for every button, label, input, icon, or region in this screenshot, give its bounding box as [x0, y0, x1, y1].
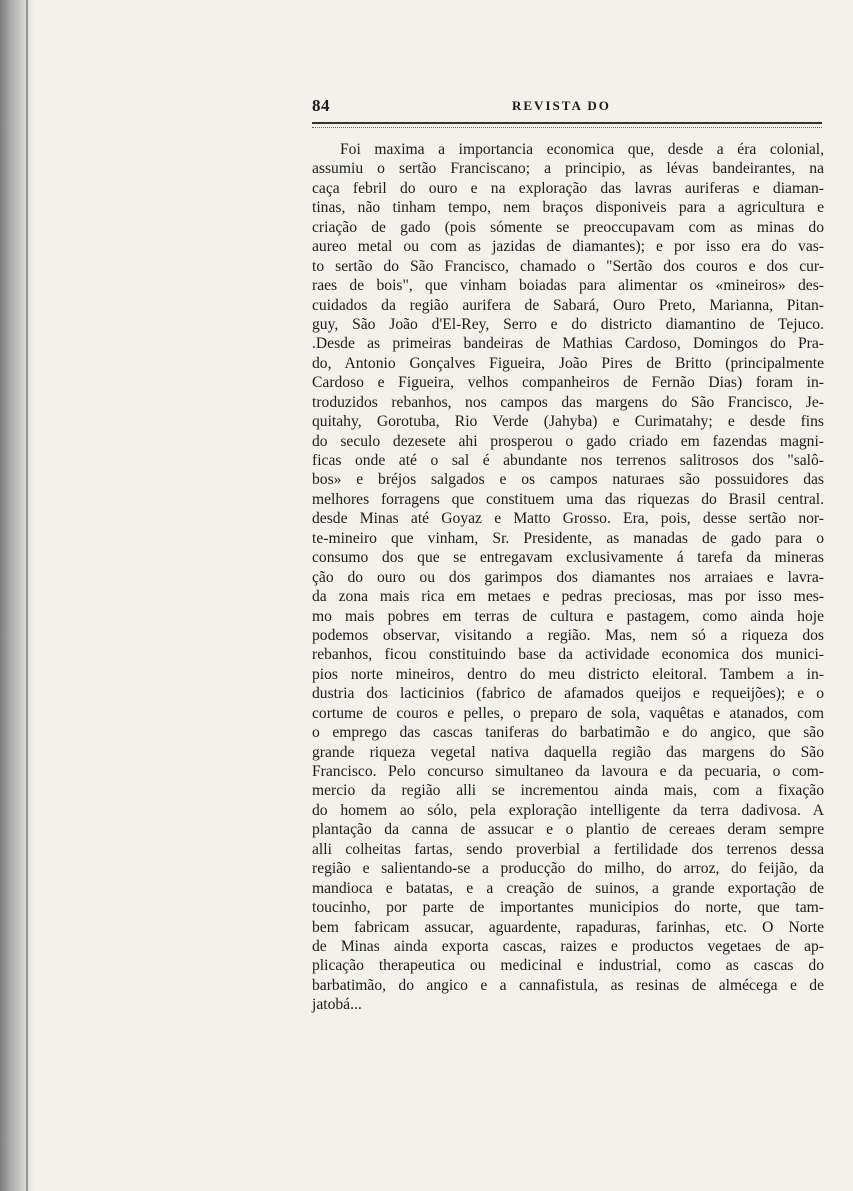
text-line: criação de gado (pois sómente se preoccupavam com as minas do [312, 218, 824, 236]
text-line: cuidados da região aurifera de Sabará, Ouro Preto, Marianna, Pitan- [312, 296, 824, 314]
text-line: barbatimão, do angico e a cannafistula, as resinas de almécega e de [312, 976, 824, 994]
text-line: grande riqueza vegetal nativa daquella região das margens do São [312, 743, 824, 761]
running-title: REVISTA DO [512, 98, 611, 113]
text-line: do seculo dezesete ahi prosperou o gado criado em fazendas magni- [312, 432, 824, 450]
text-line: quitahy, Gorotuba, Rio Verde (Jahyba) e Curimatahy; e desde fins [312, 413, 824, 431]
page-number: 84 [312, 96, 330, 115]
text-line: troduzidos rebanhos, nos campos das margens do São Francisco, Je- [312, 393, 824, 411]
text-line: melhores forragens que constituem uma das riquezas do Brasil central. [312, 490, 824, 508]
text-line: pios norte mineiros, dentro do meu districto eleitoral. Tambem a in- [312, 665, 824, 683]
text-line: assumiu o sertão Franciscano; a principio, as lévas bandeirantes, na [312, 160, 824, 178]
text-line: to sertão do São Francisco, chamado o "Sertão dos couros e dos cur- [312, 257, 824, 275]
text-line: do, Antonio Gonçalves Figueira, João Pires de Britto (principalmente [312, 354, 824, 372]
text-line: cortume de couros e pelles, o preparo de sola, vaquêtas e atanados, com [312, 704, 824, 722]
text-line: mandioca e batatas, e a creação de suinos, a grande exportação de [312, 879, 824, 897]
text-line: desde Minas até Goyaz e Matto Grosso. Era, pois, desse sertão nor- [312, 510, 824, 528]
text-line: bos» e bréjos salgados e os campos naturaes são possuidores das [312, 471, 824, 489]
body-text [312, 140, 824, 1015]
text-line: guy, São João d'El-Rey, Serro e do districto diamantino de Tejuco. [312, 315, 824, 333]
text-line: plantação da canna de assucar e o plantio de cereaes deram sempre [312, 821, 824, 839]
text-line: ção do ouro ou dos garimpos dos diamantes nos arraiaes e lavra- [312, 568, 824, 586]
text-line: aureo metal ou com as jazidas de diamantes); e por isso era do vas- [312, 238, 824, 256]
text-line: do homem ao sólo, pela exploração intelligente da terra dadivosa. A [312, 801, 824, 819]
text-line: jatobá... [312, 996, 362, 1014]
page-header [312, 96, 822, 120]
text-line: alli colheitas fartas, sendo proverbial a fertilidade dos terrenos dessa [312, 840, 824, 858]
text-line: mercio da região alli se incrementou ainda mais, com a fixação [312, 782, 824, 800]
text-line: da zona mais rica em metaes e pedras preciosas, mas por isso mes- [312, 588, 824, 606]
text-line: te-mineiro que vinham, Sr. Presidente, as manadas de gado para o [312, 529, 824, 547]
text-line: mo mais pobres em terras de cultura e pastagem, como ainda hoje [312, 607, 824, 625]
text-line: Francisco. Pelo concurso simultaneo da lavoura e da pecuaria, o com- [312, 763, 824, 780]
text-line: dustria dos lacticinios (fabrico de afamados queijos e requeijões); e o [312, 685, 824, 703]
text-line: rebanhos, ficou constituindo base da actividade economica dos munici- [312, 646, 824, 664]
text-line: Foi maxima a importancia economica que, desde a éra colonial, [340, 141, 824, 158]
text-line: ficas onde até o sal é abundante nos terrenos salitrosos dos "salô- [312, 452, 824, 469]
text-line: o emprego das cascas taniferas do barbatimão e do angico, que são [312, 724, 824, 742]
text-line: região e salientando-se a producção do milho, do arroz, do feijão, da [312, 860, 824, 878]
text-line: consumo dos que se entregavam exclusivamente á tarefa da mineras [312, 549, 824, 567]
text-line: Cardoso e Figueira, velhos companheiros de Fernão Dias) foram in- [312, 374, 824, 392]
book-binding-edge [26, 0, 28, 1191]
text-line: plicação therapeutica ou medicinal e industrial, como as cascas do [312, 957, 824, 975]
book-binding-shadow [0, 0, 34, 1191]
text-line: de Minas ainda exporta cascas, raizes e productos vegetaes de ap- [312, 937, 824, 955]
text-line: caça febril do ouro e na exploração das lavras auriferas e diaman- [312, 179, 824, 197]
text-line: tinas, não tinham tempo, nem braços disponiveis para a agricultura e [312, 199, 824, 217]
text-line: toucinho, por parte de importantes municipios do norte, que tam- [312, 899, 824, 917]
text-line: .Desde as primeiras bandeiras de Mathias Cardoso, Domingos do Pra- [312, 335, 824, 353]
text-line: podemos observar, visitando a região. Mas, nem só a riqueza dos [312, 626, 824, 644]
text-line: bem fabricam assucar, aguardente, rapaduras, farinhas, etc. O Norte [312, 918, 824, 936]
header-rule [312, 122, 822, 128]
text-line: raes de bois", que vinham boiadas para alimentar os «mineiros» des- [312, 277, 824, 295]
